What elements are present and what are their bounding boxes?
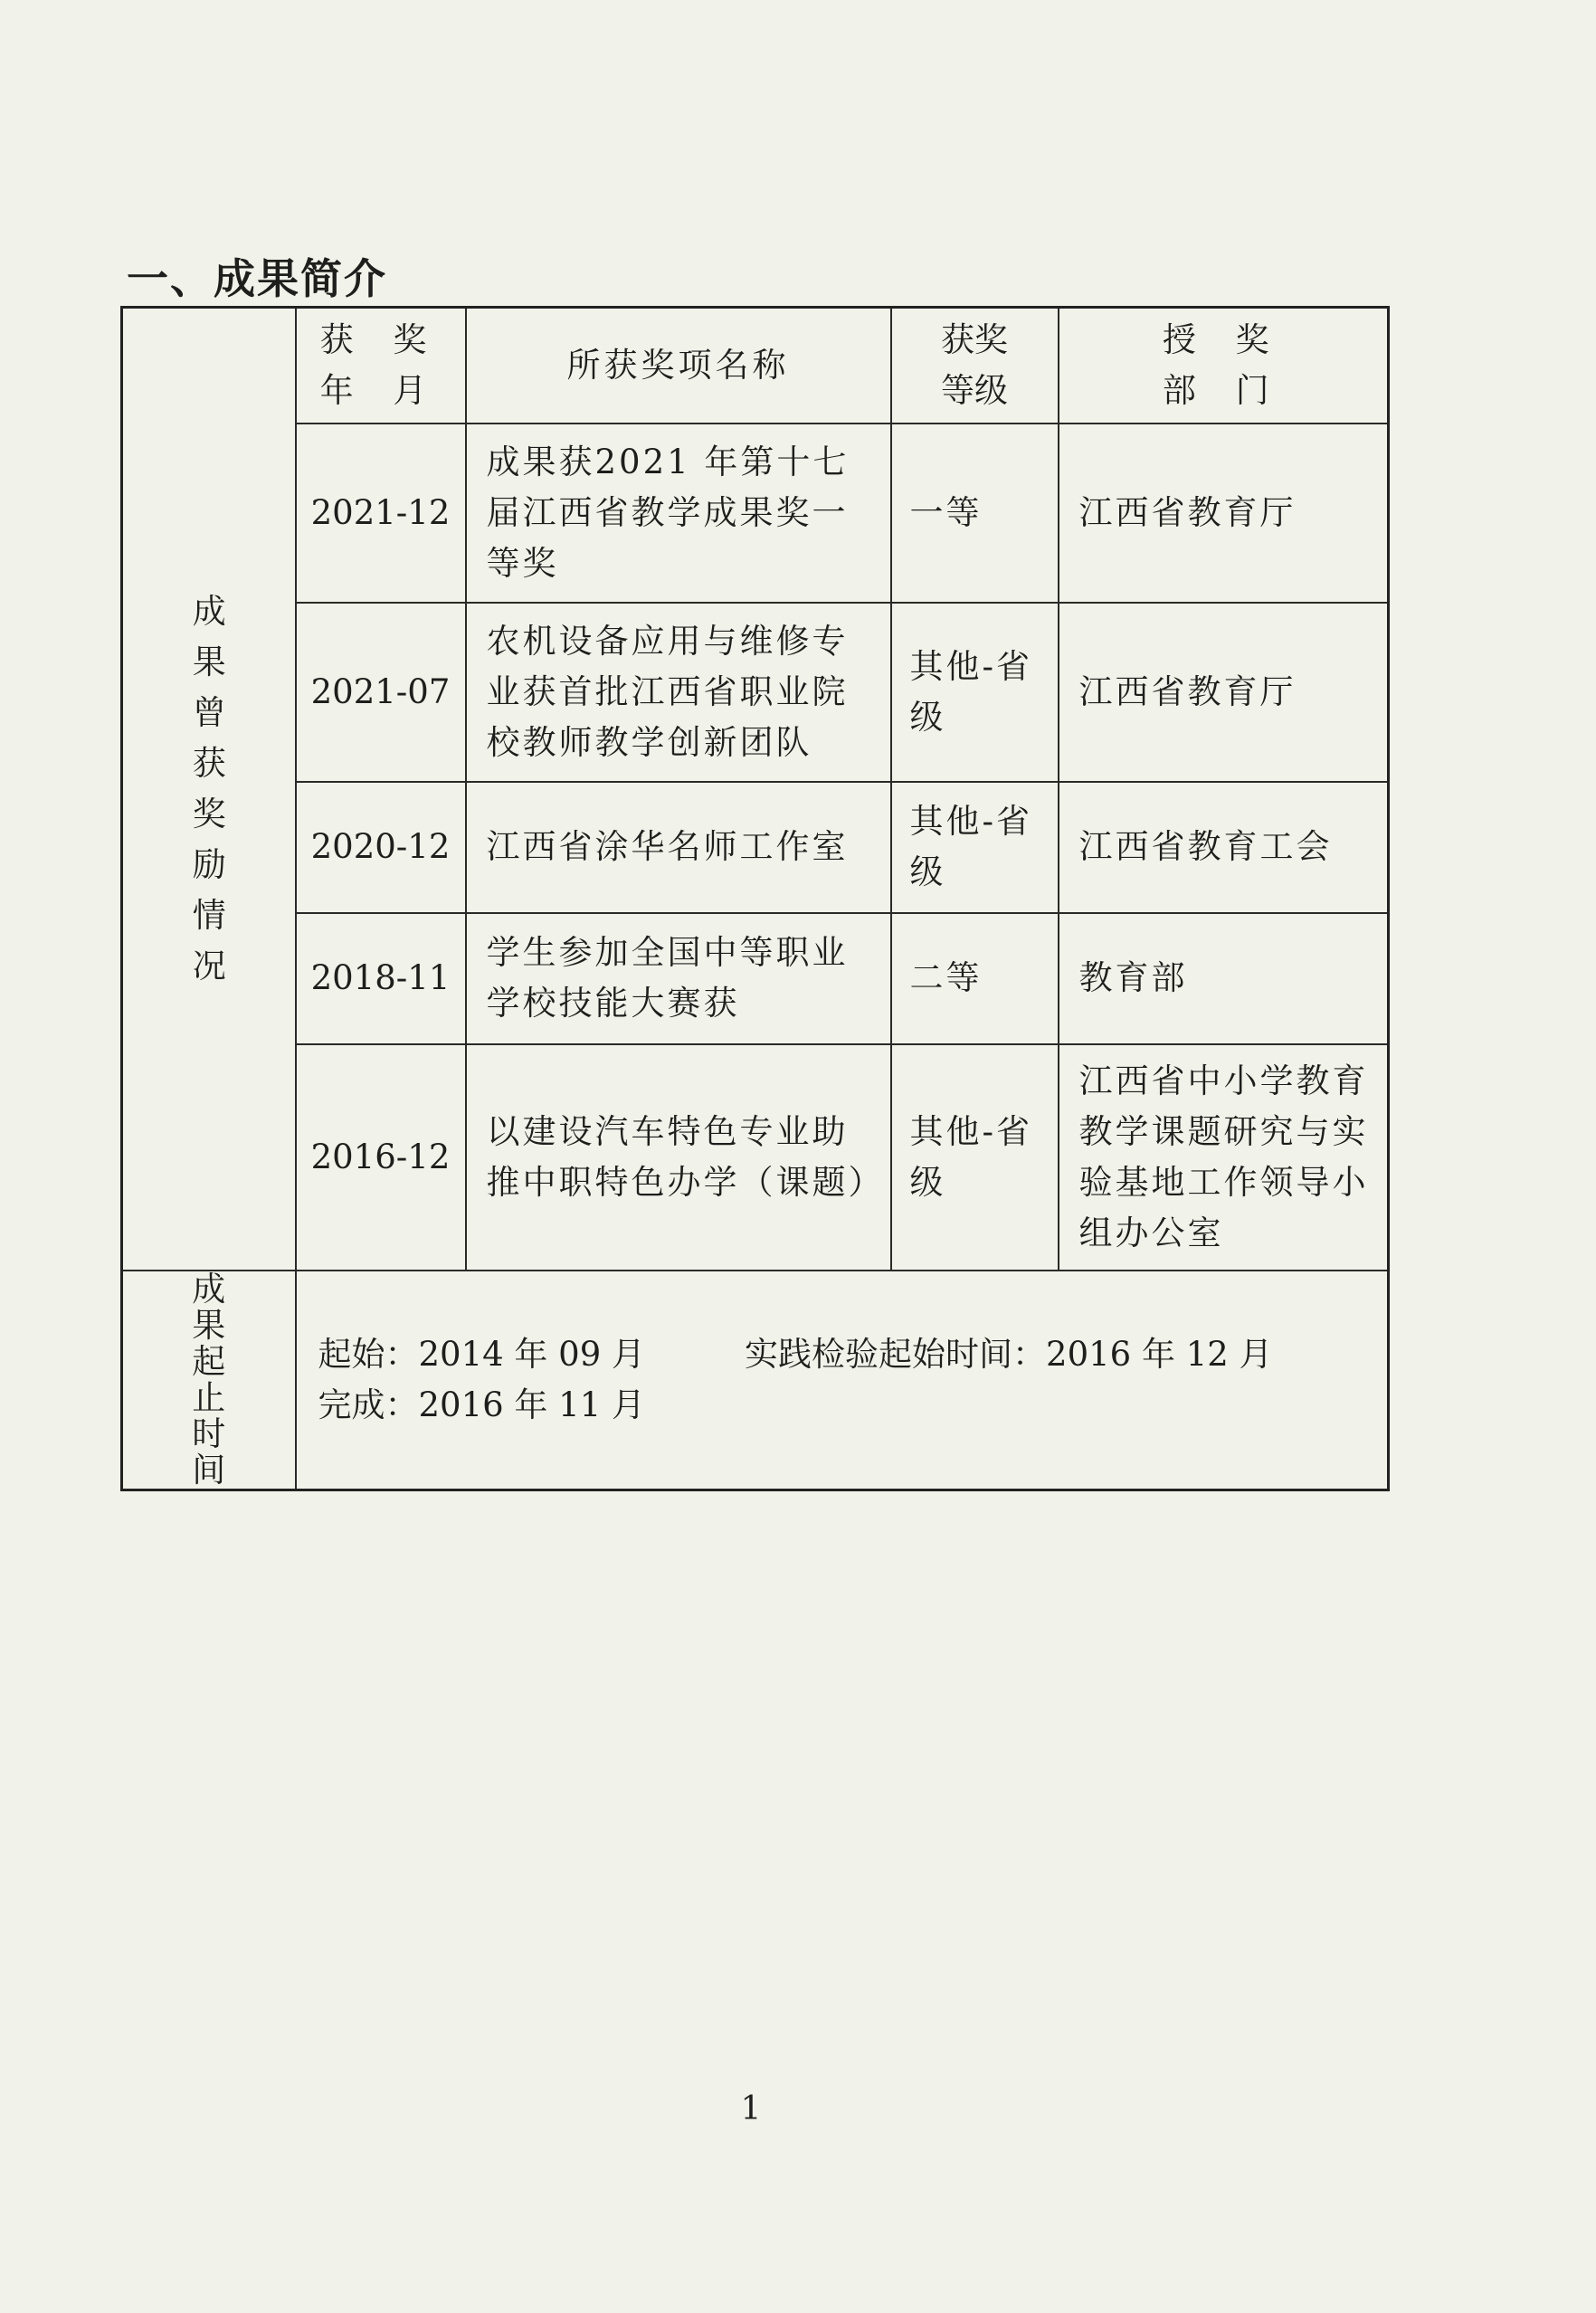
award-name: 农机设备应用与维修专业获首批江西省职业院校教师教学创新团队 [466, 603, 891, 782]
section-title: 一、成果简介 [127, 254, 387, 303]
table-row [122, 1044, 1389, 1271]
award-level: 二等 [891, 913, 1059, 1044]
award-dept: 江西省教育厅 [1059, 424, 1389, 603]
award-name: 以建设汽车特色专业助推中职特色办学（课题） [466, 1044, 891, 1271]
table-row [122, 782, 1389, 913]
award-date: 2020-12 [296, 782, 466, 913]
period-label: 成果起止时间 [122, 1271, 296, 1490]
awards-row-header [122, 308, 296, 1271]
award-level: 其他-省级 [891, 1044, 1059, 1271]
award-level: 其他-省级 [891, 782, 1059, 913]
awards-table [120, 306, 1390, 1491]
col-header-dept: 授 奖 部 门 [1059, 308, 1389, 424]
award-name: 江西省涂华名师工作室 [466, 782, 891, 913]
award-dept: 江西省教育工会 [1059, 782, 1389, 913]
award-date: 2016-12 [296, 1044, 466, 1271]
period-start: 起始：2014 年 09 月 [318, 1334, 646, 1374]
award-name: 学生参加全国中等职业学校技能大赛获 [466, 913, 891, 1044]
table-row [122, 913, 1389, 1044]
award-date: 2018-11 [296, 913, 466, 1044]
col-header-name: 所获奖项名称 [466, 308, 891, 424]
page-number: 1 [740, 2090, 762, 2127]
col-header-date: 获 奖 年 月 [296, 308, 466, 424]
col-header-level: 获奖 等级 [891, 308, 1059, 424]
practice-start: 实践检验起始时间：2016 年 12 月 [745, 1334, 1273, 1374]
table-row [122, 424, 1389, 603]
award-date: 2021-12 [296, 424, 466, 603]
award-level: 其他-省级 [891, 603, 1059, 782]
award-date: 2021-07 [296, 603, 466, 782]
award-dept: 教育部 [1059, 913, 1389, 1044]
award-dept: 江西省教育厅 [1059, 603, 1389, 782]
table-header-row [122, 308, 1389, 424]
period-content [296, 1271, 1389, 1490]
table-row [122, 603, 1389, 782]
vertical-label: 成果曾获奖励情况 [192, 591, 226, 985]
award-name: 成果获2021 年第十七届江西省教学成果奖一等奖 [466, 424, 891, 603]
period-end: 完成：2016 年 11 月 [318, 1385, 646, 1424]
award-level: 一等 [891, 424, 1059, 603]
period-row [122, 1271, 1389, 1490]
award-dept: 江西省中小学教育教学课题研究与实验基地工作领导小组办公室 [1059, 1044, 1389, 1271]
